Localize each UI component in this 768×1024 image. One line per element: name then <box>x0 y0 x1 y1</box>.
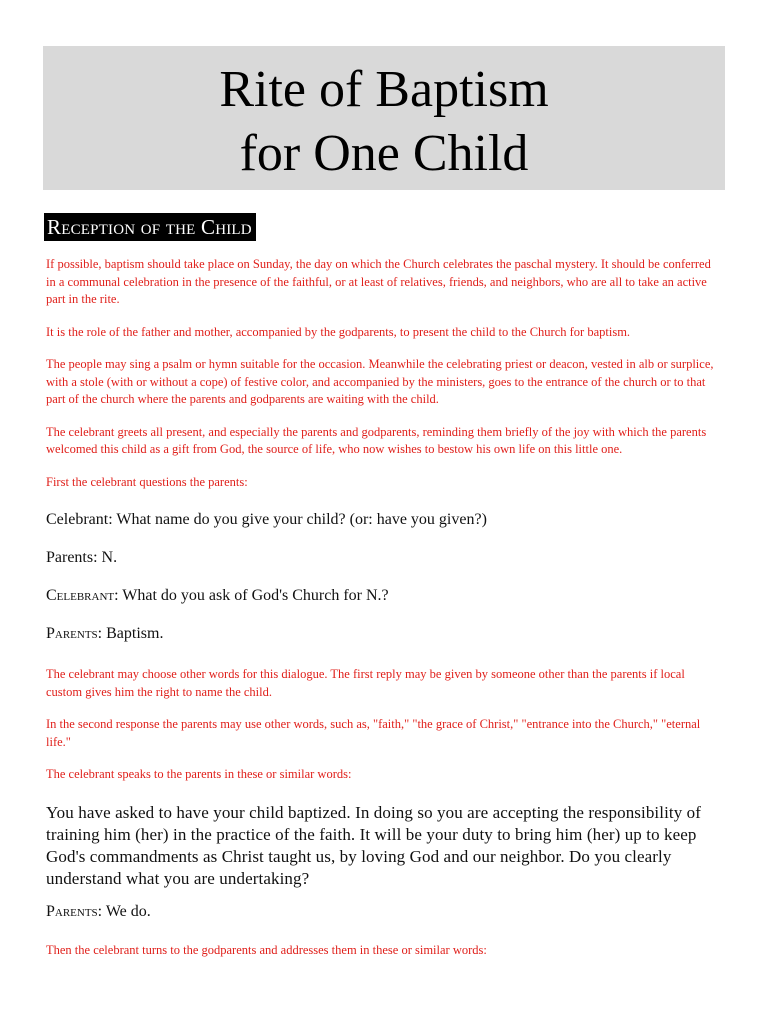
rubric-paragraph: First the celebrant questions the parents: <box>46 474 248 489</box>
dialogue-text: What do you ask of God's Church for N.? <box>118 587 389 604</box>
rubric-paragraph: It is the role of the father and mother, accompanied by the godparents, to present the child to the Church for baptism. <box>46 324 631 339</box>
rubric-paragraph: The celebrant speaks to the parents in these or similar words: <box>46 767 352 781</box>
section-heading <box>44 213 256 241</box>
rubric-paragraph: Then the celebrant turns to the godparents and addresses them in these or similar words: <box>46 942 487 957</box>
speaker-label: Parents: <box>46 902 103 920</box>
dialogue-text: We do. <box>102 902 151 920</box>
rubric-paragraph: The celebrant may choose other words for this dialogue. The first reply may be given by someone other than the parents if local custom gives him the right to name the child. <box>46 667 685 699</box>
dialogue-line <box>46 586 722 606</box>
speaker-label: Celebrant: <box>46 587 119 604</box>
page-title-line-2: for One Child <box>239 125 529 182</box>
rubric-paragraph: If possible, baptism should take place on Sunday, the day on which the Church celebrates the paschal mystery. It should be conferred in a communal celebration in the presence of the faithful, or at least of relatives, friends, and neighbors, who are all to take an active part in the rite. <box>46 257 711 306</box>
page-title-line-1: Rite of Baptism <box>219 61 549 118</box>
dialogue-line: Parents: N. <box>46 549 118 566</box>
dialogue-line <box>46 624 722 644</box>
document-body <box>46 256 722 974</box>
dialogue-line <box>46 902 722 922</box>
rubric-paragraph: The celebrant greets all present, and especially the parents and godparents, reminding them briefly of the joy with which the parents welcomed this child as a gift from God, the source of life, who now wishes to bestow his own life on this little one. <box>46 424 707 456</box>
title-banner <box>43 46 725 190</box>
rubric-paragraph: In the second response the parents may use other words, such as, "faith," "the grace of Christ," "entrance into the Church," "eternal life." <box>46 717 701 749</box>
dialogue-line: Celebrant: What name do you give your child? (or: have you given?) <box>46 511 487 528</box>
section-heading-text: Reception of the Child <box>47 215 252 239</box>
dialogue-text: Baptism. <box>102 625 164 642</box>
speaker-label: Parents: <box>46 625 103 642</box>
rubric-paragraph: The people may sing a psalm or hymn suitable for the occasion. Meanwhile the celebrating priest or deacon, vested in alb or surplice, with a stole (with or without a cope) of festive color, and accompanied by the ministers, goes to the entrance of the church or to that part of the church where the parents and godparents are waiting with the child. <box>46 357 714 406</box>
celebrant-address: You have asked to have your child baptized. In doing so you are accepting the responsibility of training him (her) in the practice of the faith. It will be your duty to bring him (her) up to keep God's commandments as Christ taught us, by loving God and our neighbor. Do you clearly understand what you are undertaking? <box>46 802 702 888</box>
